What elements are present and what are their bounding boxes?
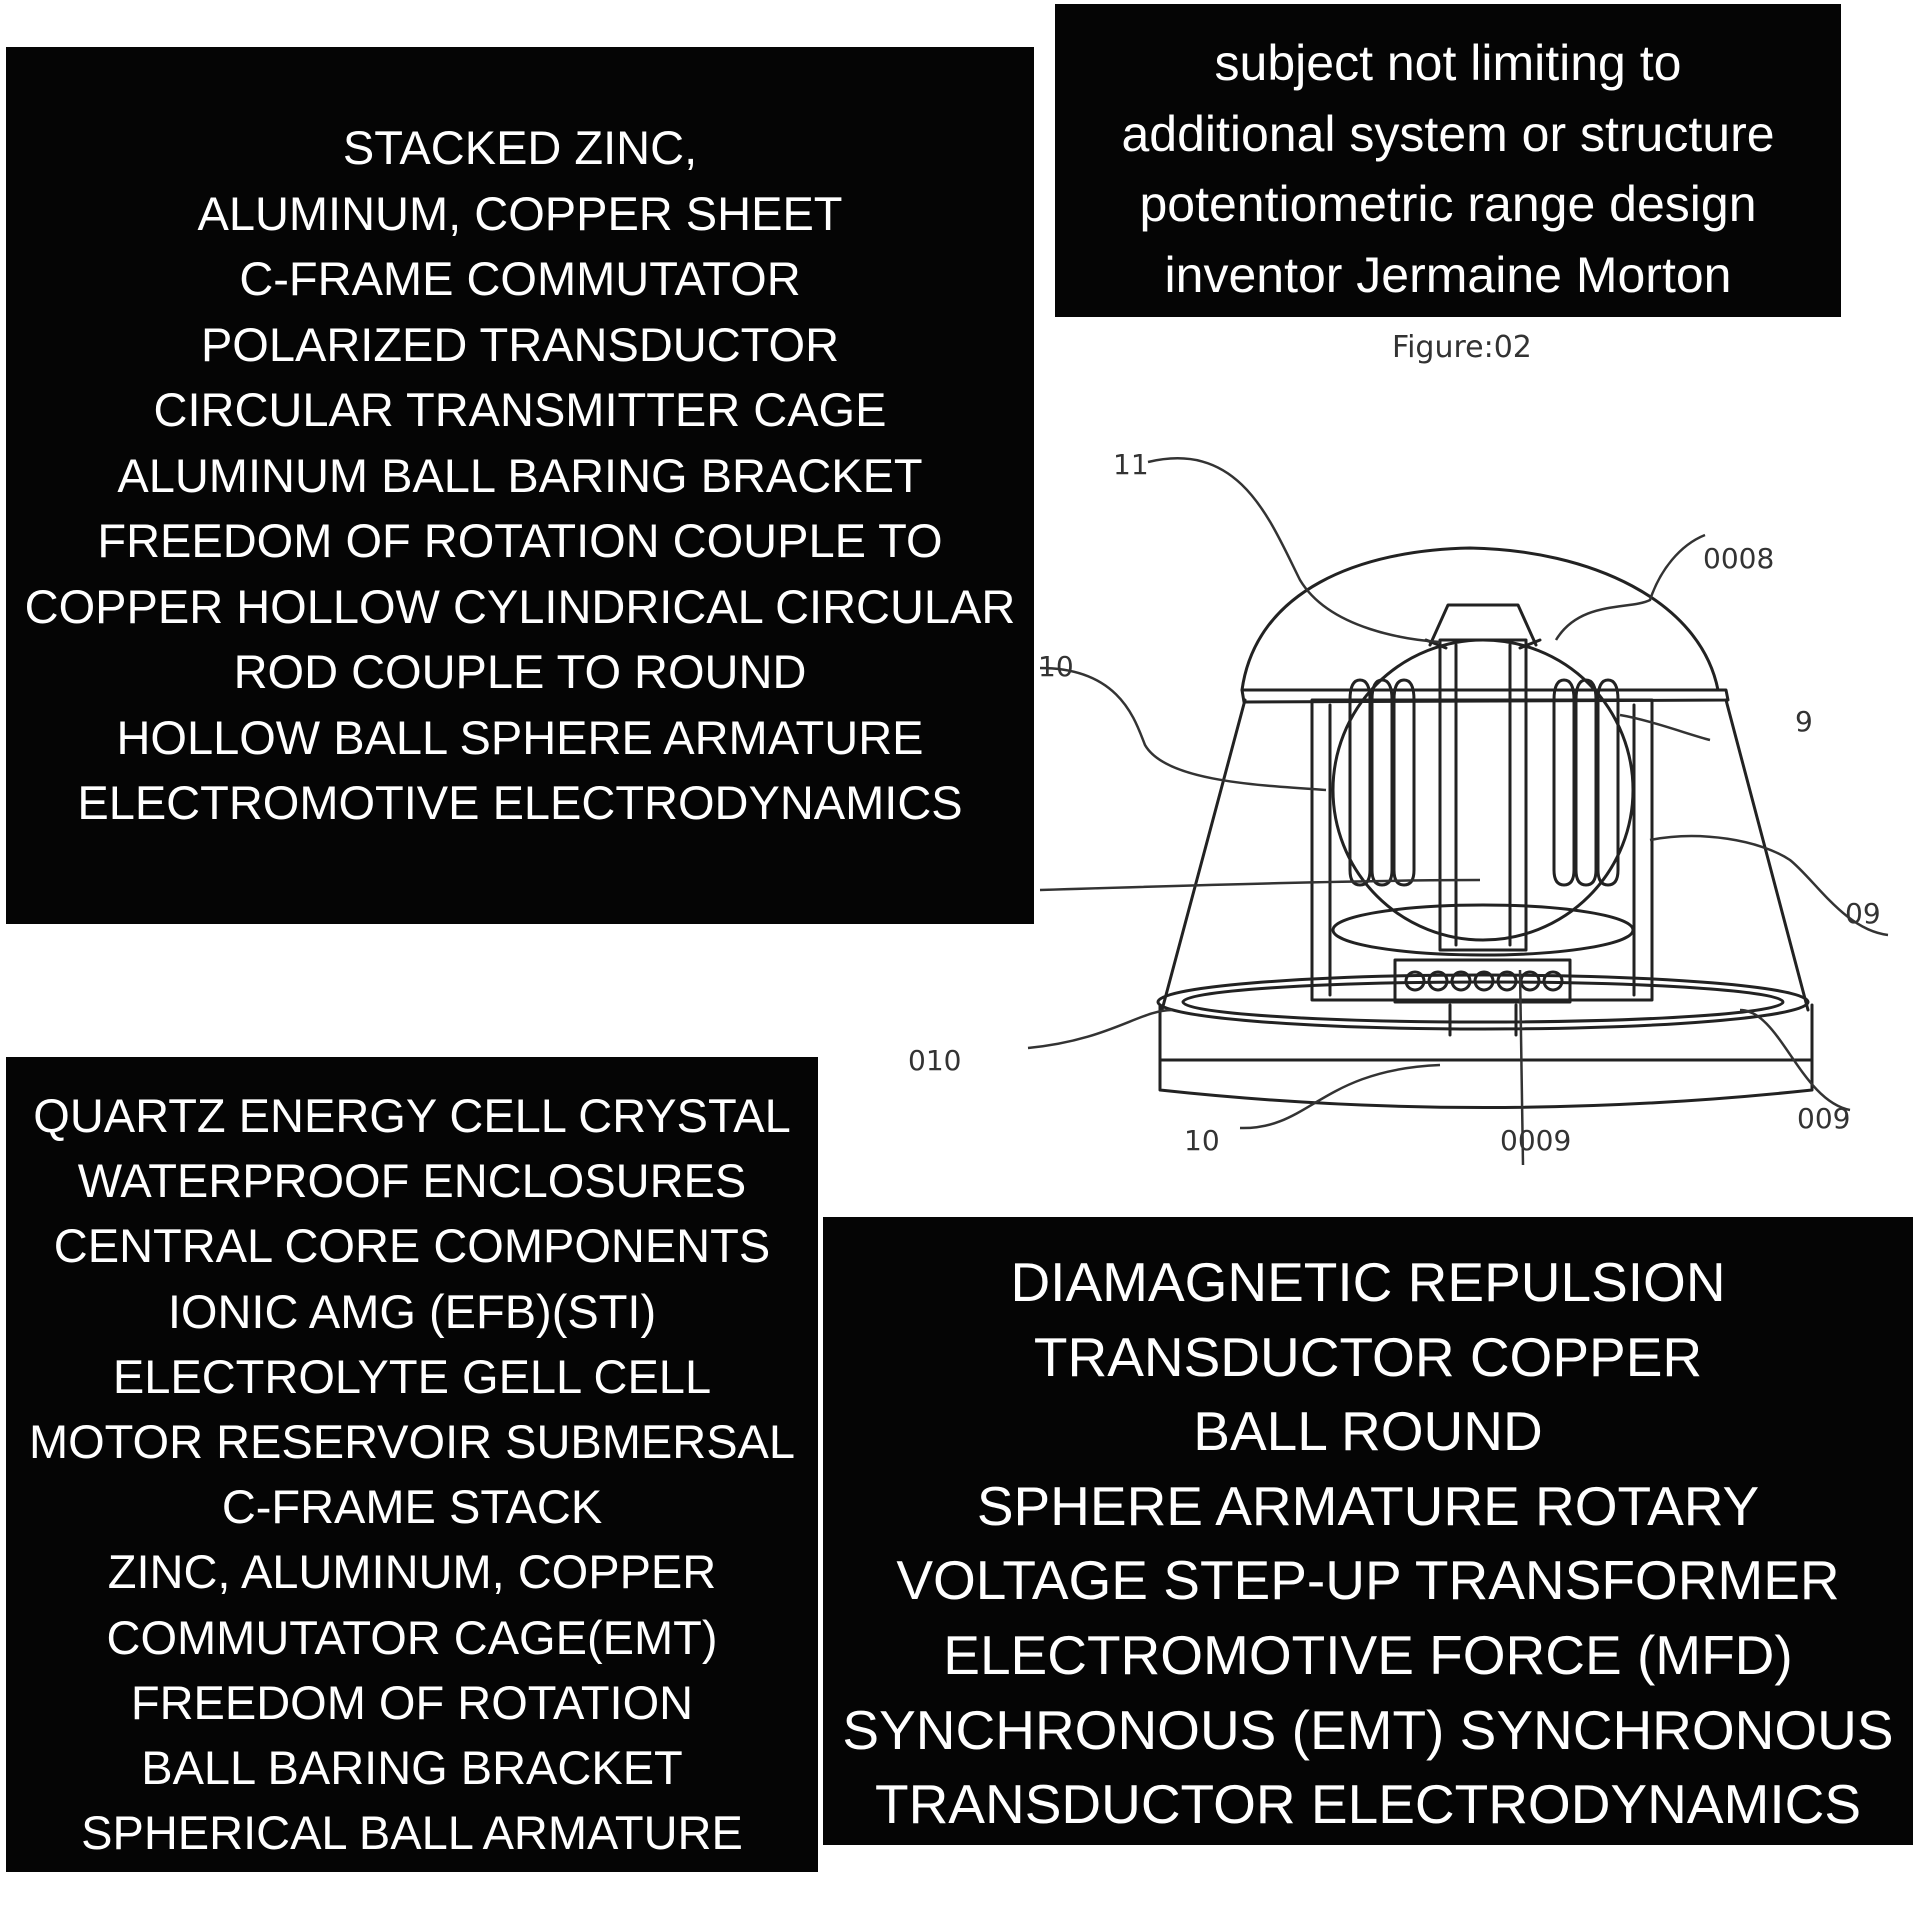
figure-caption: Figure:02 xyxy=(1392,330,1532,365)
ref-label-10-top: 10 xyxy=(1038,650,1074,683)
lower-cylinder xyxy=(1333,905,1633,955)
panel-line: HOLLOW BALL SPHERE ARMATURE xyxy=(116,710,924,764)
panel-line: inventor Jermaine Morton xyxy=(1164,246,1732,303)
right-coil-stack xyxy=(1554,680,1618,885)
panel-line: DIAMAGNETIC REPULSION xyxy=(1010,1251,1726,1313)
left-coil-stack xyxy=(1350,680,1414,885)
panel-line: ELECTROMOTIVE FORCE (MFD) xyxy=(943,1623,1793,1686)
sphere-armature xyxy=(1333,640,1633,940)
ref-label-010: 010 xyxy=(908,1044,962,1077)
dome-outline xyxy=(1242,548,1718,690)
panel-line: QUARTZ ENERGY CELL CRYSTAL xyxy=(33,1089,791,1142)
housing-right-edge xyxy=(1726,700,1808,1010)
panel-line: MOTOR RESERVOIR SUBMERSAL xyxy=(28,1415,796,1469)
panel-line: ELECTROMOTIVE ELECTRODYNAMICS xyxy=(77,776,963,829)
panel-line: SPHERE ARMATURE ROTARY xyxy=(976,1474,1760,1537)
bottom-right-text-panel xyxy=(823,1217,1913,1845)
panel-line: TRANSDUCTOR COPPER xyxy=(1033,1325,1703,1388)
panel-line: WATERPROOF ENCLOSURES xyxy=(77,1154,747,1208)
panel-line: COPPER HOLLOW CYLINDRICAL CIRCULAR xyxy=(24,579,1016,633)
panel-line: IONIC AMG (EFB)(STI) xyxy=(167,1284,657,1338)
panel-line: ALUMINUM, COPPER SHEET xyxy=(197,186,843,240)
panel-line: TRANSDUCTOR ELECTRODYNAMICS xyxy=(874,1773,1862,1836)
panel-line: C-FRAME STACK xyxy=(221,1480,603,1534)
panel-line: ELECTROLYTE GELL CELL xyxy=(112,1349,712,1403)
panel-line: C-FRAME COMMUTATOR xyxy=(239,252,801,305)
panel-line: CIRCULAR TRANSMITTER CAGE xyxy=(153,383,887,436)
ref-label-0008: 0008 xyxy=(1703,542,1775,575)
ref-label-0009: 0009 xyxy=(1500,1124,1572,1157)
panel-line: ZINC, ALUMINUM, COPPER xyxy=(107,1545,717,1599)
panel-line: FREEDOM OF ROTATION COUPLE TO xyxy=(97,514,943,567)
ref-label-10-bottom: 10 xyxy=(1184,1124,1220,1157)
panel-line: FREEDOM OF ROTATION xyxy=(130,1675,694,1729)
panel-line: ALUMINUM BALL BARING BRACKET xyxy=(117,448,923,502)
panel-line: CENTRAL CORE COMPONENTS xyxy=(53,1219,771,1273)
ref-label-009: 009 xyxy=(1797,1102,1851,1135)
panel-line: SPHERICAL BALL ARMATURE xyxy=(81,1806,743,1860)
panel-line: SYNCHRONOUS (EMT) SYNCHRONOUS xyxy=(842,1698,1894,1761)
panel-line: subject not limiting to xyxy=(1214,35,1682,91)
ref-label-9: 9 xyxy=(1795,705,1813,738)
panel-line: POLARIZED TRANSDUCTOR xyxy=(200,317,840,371)
panel-line: BALL BARING BRACKET xyxy=(141,1741,683,1795)
panel-line: ROD COUPLE TO ROUND xyxy=(233,645,807,698)
panel-line: BALL ROUND xyxy=(1193,1400,1543,1463)
panel-line: potentiometric range design xyxy=(1139,176,1757,232)
housing-left-edge xyxy=(1162,700,1245,1010)
bottom-left-text-panel xyxy=(6,1057,818,1872)
panel-line: COMMUTATOR CAGE(EMT) xyxy=(106,1610,718,1664)
ref-label-11: 11 xyxy=(1113,448,1149,481)
panel-line: STACKED ZINC, xyxy=(342,121,698,174)
ref-label-09: 09 xyxy=(1845,897,1881,930)
panel-line: additional system or structure xyxy=(1121,105,1775,162)
panel-line: VOLTAGE STEP-UP TRANSFORMER xyxy=(896,1549,1840,1612)
